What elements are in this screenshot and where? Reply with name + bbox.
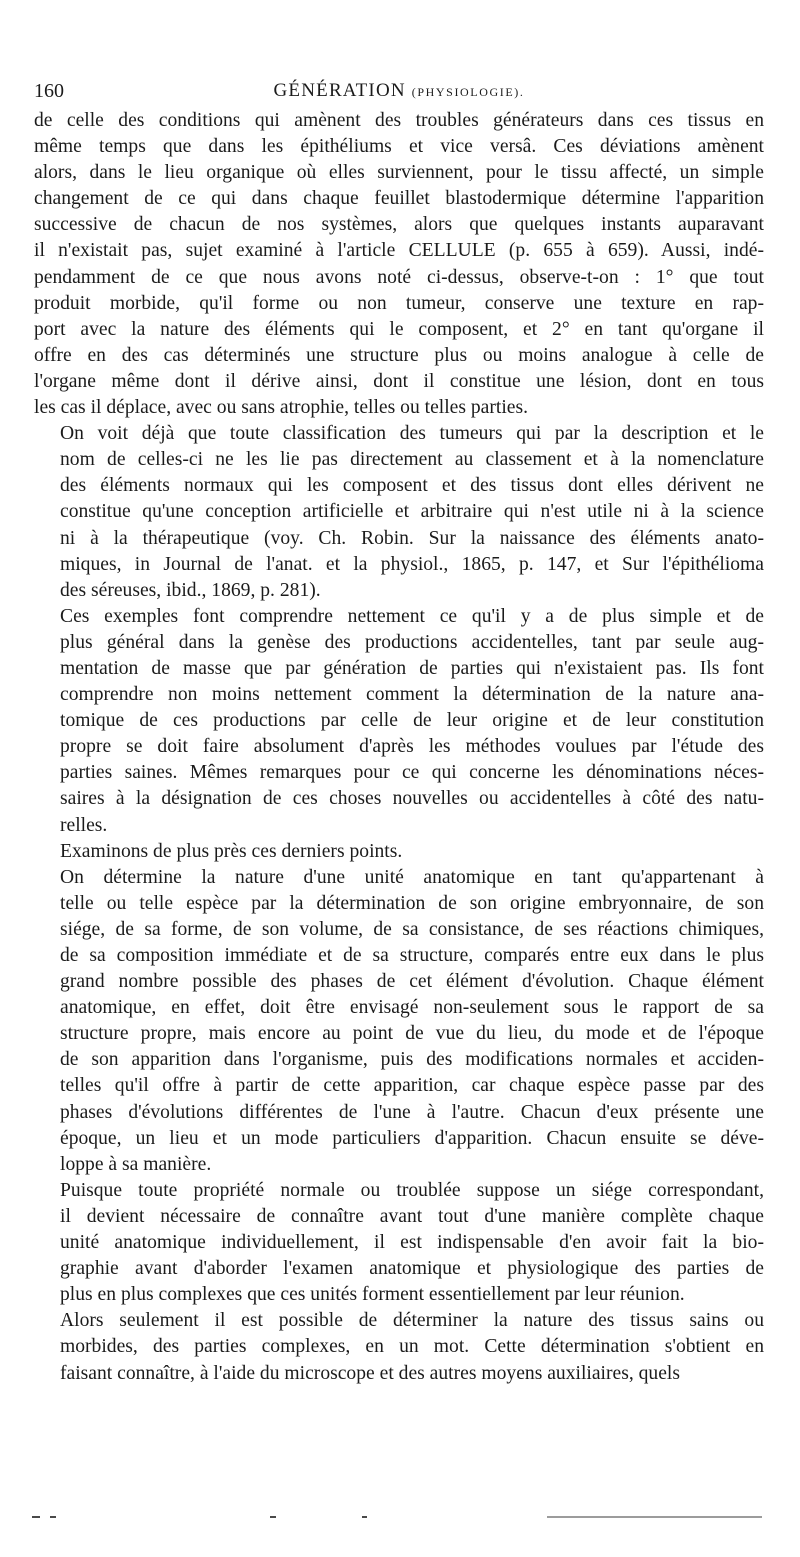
text-line: offre en des cas déterminés une structure plus ou moins analogue à celle de bbox=[34, 344, 764, 366]
paragraph bbox=[34, 865, 764, 1178]
paragraph bbox=[34, 604, 764, 839]
text-line: On voit déjà que toute classification des tumeurs qui par la description et le bbox=[60, 423, 764, 445]
running-title-section: (PHYSIOLOGIE). bbox=[411, 85, 525, 99]
paragraph bbox=[34, 839, 764, 865]
text-line: comprendre non moins nettement comment la détermination de la nature ana- bbox=[60, 684, 764, 706]
text-line: plus général dans la genèse des productions accidentelles, tant par seule aug- bbox=[60, 631, 764, 653]
paragraph bbox=[34, 1308, 764, 1386]
text-line: unité anatomique individuellement, il est indispensable d'en avoir fait la bio- bbox=[60, 1232, 764, 1254]
page-number: 160 bbox=[34, 80, 64, 102]
text-line: Puisque toute propriété normale ou troublée suppose un siége correspondant, bbox=[60, 1179, 764, 1201]
text-line: pendamment de ce que nous avons noté ci-dessus, observe-t-on : 1° que tout bbox=[34, 266, 764, 288]
text-line: parties saines. Mêmes remarques pour ce qui concerne les dénominations néces- bbox=[60, 762, 764, 784]
text-line: l'organe même dont il dérive ainsi, dont il constitue une lésion, dont en tous bbox=[34, 370, 764, 392]
text-line: des éléments normaux qui les composent et des tissus dont elles dérivent ne bbox=[60, 475, 764, 497]
text-line: propre se doit faire absolument d'après les méthodes voulues par l'étude des bbox=[60, 736, 764, 758]
running-header bbox=[34, 80, 764, 110]
text-line: grand nombre possible des phases de cet élément d'évolution. Chaque élément bbox=[60, 971, 764, 993]
text-line: Examinons de plus près ces derniers points. bbox=[60, 840, 403, 862]
text-line: changement de ce qui dans chaque feuillet blastodermique détermine l'apparition bbox=[34, 188, 764, 210]
text-line: saires à la désignation de ces choses nouvelles ou accidentelles à côté des natu- bbox=[60, 788, 764, 810]
text-line: relles. bbox=[60, 814, 108, 836]
paragraph bbox=[34, 1178, 764, 1308]
text-line: telle ou telle espèce par la détermination de son origine embryonnaire, de son bbox=[60, 892, 764, 914]
text-line: il devient nécessaire de connaître avant tout d'une manière complète chaque bbox=[60, 1205, 764, 1227]
footer-scan-marks bbox=[32, 1512, 762, 1524]
text-line: alors, dans le lieu organique où elles surviennent, pour le tissu affecté, un simple bbox=[34, 162, 764, 184]
text-line: phases d'évolutions différentes de l'une à l'autre. Chacun d'eux présente une bbox=[60, 1101, 764, 1123]
text-line: loppe à sa manière. bbox=[60, 1153, 212, 1175]
text-line: de sa composition immédiate et de sa structure, comparés entre eux dans le plus bbox=[60, 945, 764, 966]
text-line: anatomique, en effet, doit être envisagé non-seulement sous le rapport de sa bbox=[60, 997, 764, 1019]
text-line: telles qu'il offre à partir de cette apparition, car chaque espèce passe par des bbox=[60, 1075, 764, 1097]
text-line: structure propre, mais encore au point de vue du lieu, du mode et de l'époque bbox=[60, 1023, 764, 1045]
text-line: morbides, des parties complexes, en un mot. Cette détermination s'obtient en bbox=[60, 1336, 764, 1358]
running-title-main: GÉNÉRATION bbox=[273, 80, 406, 101]
text-line: il n'existait pas, sujet examiné à l'article CELLULE (p. 655 à 659). Aussi, indé- bbox=[34, 240, 764, 262]
body-text bbox=[34, 108, 764, 1387]
text-line: tomique de ces productions par celle de leur origine et de leur constitution bbox=[60, 710, 764, 732]
text-line: miques, in Journal de l'anat. et la physiol., 1865, p. 147, et Sur l'épithélioma bbox=[60, 553, 764, 575]
paragraph bbox=[34, 421, 764, 604]
text-line: Ces exemples font comprendre nettement ce qu'il y a de plus simple et de bbox=[60, 605, 764, 627]
text-line: mentation de masse que par génération de parties qui n'existaient pas. Ils font bbox=[60, 657, 764, 679]
text-line: siége, de sa forme, de son volume, de sa consistance, de ses réactions chimiques, bbox=[60, 918, 764, 940]
text-line: ni à la thérapeutique (voy. Ch. Robin. Sur la naissance des éléments anato- bbox=[60, 527, 764, 549]
paragraph bbox=[34, 108, 764, 421]
text-line: nom de celles-ci ne les lie pas directement au classement et à la nomenclature bbox=[60, 449, 764, 471]
text-line: même temps que dans les épithéliums et vice versâ. Ces déviations amènent bbox=[34, 136, 764, 158]
text-line: successive de chacun de nos systèmes, alors que quelques instants auparavant bbox=[34, 214, 764, 236]
text-line: faisant connaître, à l'aide du microscope et des autres moyens auxiliaires, quels bbox=[60, 1362, 680, 1384]
text-line: On détermine la nature d'une unité anatomique en tant qu'appartenant à bbox=[60, 866, 764, 888]
text-line: de celle des conditions qui amènent des troubles générateurs dans ces tissus en bbox=[34, 110, 764, 131]
running-title bbox=[34, 80, 764, 102]
text-line: des séreuses, ibid., 1869, p. 281). bbox=[60, 579, 321, 601]
text-line: plus en plus complexes que ces unités forment essentiellement par leur réunion. bbox=[60, 1284, 685, 1306]
text-line: époque, un lieu et un mode particuliers d'apparition. Chacun ensuite se déve- bbox=[60, 1127, 764, 1149]
text-line: produit morbide, qu'il forme ou non tumeur, conserve une texture en rap- bbox=[34, 292, 764, 314]
text-line: graphie avant d'aborder l'examen anatomique et physiologique des parties de bbox=[60, 1258, 764, 1280]
text-line: les cas il déplace, avec ou sans atrophie, telles ou telles parties. bbox=[34, 397, 529, 419]
text-line: de son apparition dans l'organisme, puis des modifications normales et acciden- bbox=[60, 1049, 764, 1071]
text-line: port avec la nature des éléments qui le composent, et 2° en tant qu'organe il bbox=[34, 318, 764, 340]
text-line: constitue qu'une conception artificielle et arbitraire qui n'est utile ni à la science bbox=[60, 501, 764, 523]
text-line: Alors seulement il est possible de déterminer la nature des tissus sains ou bbox=[60, 1310, 764, 1332]
